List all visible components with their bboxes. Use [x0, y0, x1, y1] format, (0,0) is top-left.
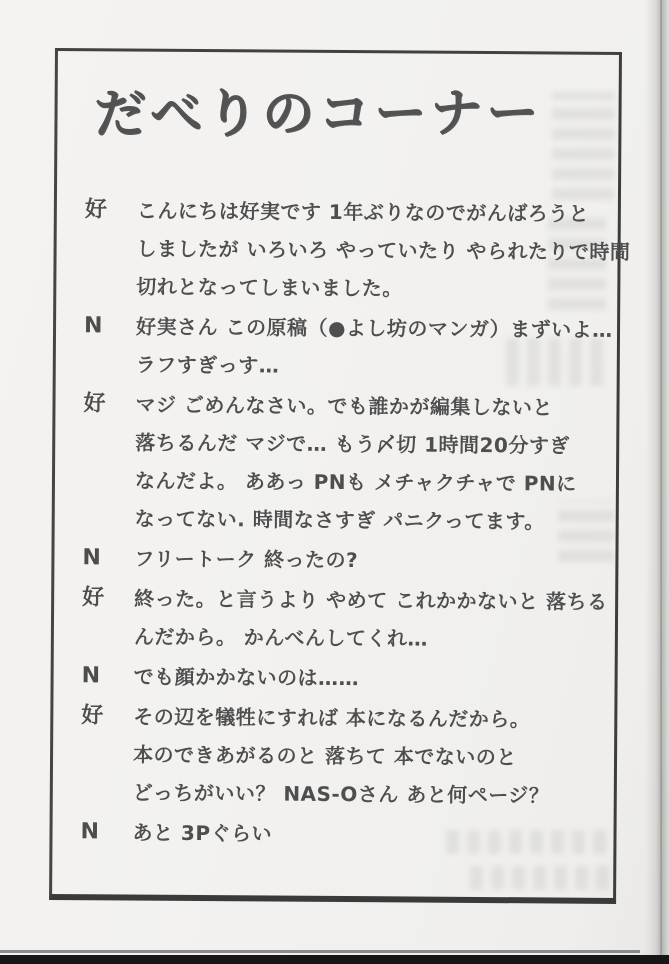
speaker-label: N [80, 819, 100, 845]
dialogue-line: その辺を犠牲にすれば 本になるんだから。 [133, 704, 531, 732]
dialogue-row [84, 307, 612, 387]
dialogue-line: ラフすぎっす… [135, 352, 280, 378]
speaker-label: 好 [84, 197, 107, 223]
dialogue-line: こんにちは好実です 1年ぶりなのでがんばろうと [136, 198, 590, 226]
dialogue-lines [132, 814, 607, 855]
dialogue-line: 終った。と言うより やめて これかかないと 落ちる [134, 586, 608, 614]
dialogue-row [81, 657, 608, 699]
dialogue-line: んだから。 かんべんしてくれ… [133, 624, 429, 651]
dialogue-lines [133, 698, 609, 815]
dialogue-line: しましたが いろいろ やっていたり やられたりで時間 [136, 236, 631, 265]
dialogue-row [80, 813, 607, 855]
scanner-edge-bar [0, 955, 669, 964]
dialogue-line: なってない. 時間なさすぎ パニクってます。 [134, 506, 545, 534]
dialogue-line: なんだよ。 ああっ PNも メチャクチャで PNに [134, 468, 577, 496]
speaker-label: 好 [81, 703, 104, 729]
page-edge-shadow [645, 0, 669, 964]
dialogue-lines [136, 308, 613, 387]
page-frame [49, 48, 631, 904]
dialogue-lines [134, 540, 609, 581]
dialogue-lines [135, 386, 611, 541]
speaker-label: N [83, 313, 103, 339]
dialogue [80, 191, 631, 857]
dialogue-lines [136, 192, 631, 309]
dialogue-row [82, 579, 610, 659]
page-title: だべりのコーナー [93, 83, 543, 145]
dialogue-row [83, 385, 611, 541]
speaker-label: N [82, 545, 101, 571]
dialogue-line: 本のできあがるのと 落ちて 本でないのと [132, 742, 517, 770]
dialogue-lines [133, 658, 608, 699]
dialogue-line: あと 3Pぐらい [132, 820, 273, 846]
dialogue-row [84, 191, 631, 309]
dialogue-line: フリートーク 終ったの? [134, 546, 359, 573]
dialogue-line: マジ ごめんなさい。でも誰かが編集しないと [135, 392, 554, 420]
dialogue-lines [134, 580, 610, 659]
speaker-label: N [81, 663, 101, 689]
dialogue-line: 落ちるんだ マジで… もう〆切 1時間20分すぎ [135, 430, 570, 458]
speaker-label: 好 [83, 391, 106, 417]
dialogue-line: 好実さん この原稿（●よし坊のマンガ）まずいよ… [135, 314, 613, 342]
scanner-edge-line [0, 950, 640, 953]
dialogue-line: どっちがいい？ NAS-Oさん あと何ページ？ [132, 780, 550, 808]
dialogue-line: でも顔かかないのは…… [133, 664, 360, 691]
speaker-label: 好 [82, 585, 105, 611]
dialogue-row [81, 697, 609, 815]
dialogue-line: 切れとなってしまいました。 [136, 274, 403, 301]
dialogue-row [82, 539, 609, 581]
